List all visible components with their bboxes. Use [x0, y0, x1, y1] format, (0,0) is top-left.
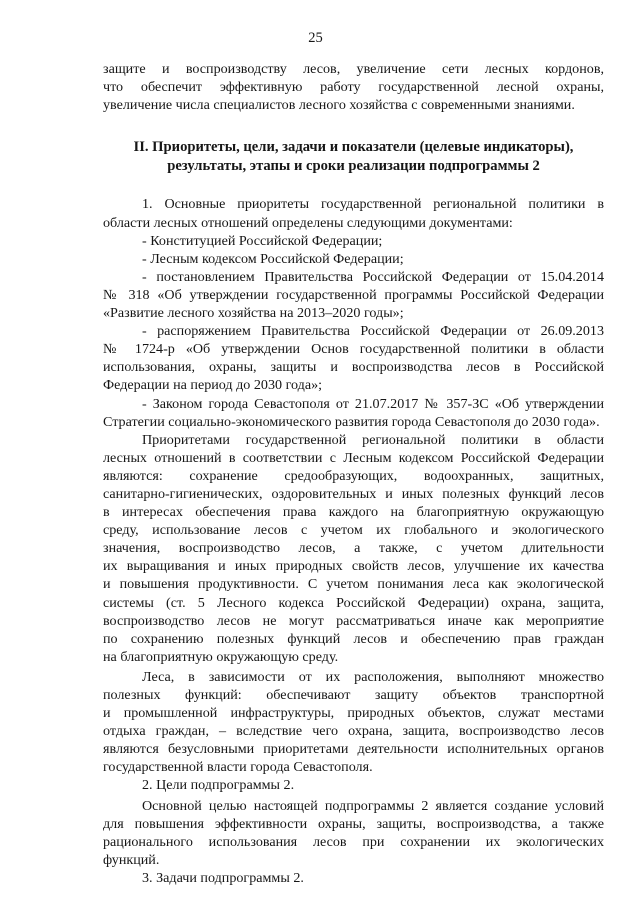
text-line: системы (ст. 5 Лесного кодекса Российской Федерации) охрана, защита,: [103, 594, 604, 611]
list-item: [103, 268, 604, 322]
text-line: «Развитие лесного хозяйства на 2013–2020 годы»;: [103, 305, 404, 322]
text-line: - Законом города Севастополя от 21.07.2017 № 357-ЗС «Об утверждении: [142, 395, 604, 412]
text-line: использования, охраны, защиты и воспроизводства лесов в Российской: [103, 359, 604, 376]
text-line: рационального использования лесов при сохранении их экологических: [103, 833, 604, 850]
text-line: по сохранению полезных функций лесов и обеспечению прав граждан: [103, 630, 604, 647]
list-item: [103, 322, 604, 394]
text-line: функций.: [103, 851, 160, 868]
list-item: [103, 232, 604, 250]
text-line: Приоритетами государственной региональной политики в области: [142, 431, 604, 448]
text-line: на благоприятную окружающую среду.: [103, 648, 339, 665]
text-line: и повышения продуктивности. С учетом понимания леса как экологической: [103, 576, 604, 593]
text-line: являются безусловными приоритетами деятельности исполнительных органов: [103, 741, 604, 758]
text-line: среду, использование лесов с учетом их глобального и экологического: [103, 522, 604, 539]
intro-paragraph: [103, 60, 604, 114]
text-line: санитарно-гигиенических, оздоровительных и иных полезных функций лесов: [103, 485, 604, 502]
text-line: в интересах обеспечения права каждого на благоприятную окружающую: [103, 504, 604, 521]
section-title-line: результаты, этапы и сроки реализации подпрограммы 2: [167, 157, 540, 174]
forests-paragraph: [103, 668, 604, 777]
text-line: Стратегии социально-экономического развития города Севастополя до 2030 года».: [103, 413, 600, 430]
text-line: № 318 «Об утверждении государственной программы Российской Федерации: [103, 286, 604, 303]
text-line: отдыха граждан, – вследствие чего охрана, защита, воспроизводство лесов: [103, 723, 604, 740]
page-number: 25: [308, 30, 323, 46]
text-line: что обеспечит эффективную работу государственной лесной охраны,: [103, 79, 604, 96]
text-line: Леса, в зависимости от их расположения, выполняют множество: [142, 668, 604, 685]
text-line: и промышленной инфраструктуры, природных объектов, служат местами: [103, 705, 604, 722]
documents-list: [103, 232, 604, 431]
text-line: государственной власти города Севастополя.: [103, 759, 373, 776]
list-item: [103, 395, 604, 431]
text-line: их выращивания и иных природных свойств лесов, улучшение их качества: [103, 558, 604, 575]
item-3-heading: 3. Задачи подпрограммы 2.: [142, 869, 304, 886]
text-line: № 1724-р «Об утверждении Основ государственной политики в области: [103, 341, 604, 358]
list-item: [103, 250, 604, 268]
goal-paragraph: [103, 797, 604, 869]
text-line: Федерации на период до 2030 года»;: [103, 377, 323, 394]
section-title: [103, 138, 604, 175]
text-line: - постановлением Правительства Российской Федерации от 15.04.2014: [142, 268, 604, 285]
text-line: области лесных отношений определены следующими документами:: [103, 214, 513, 231]
section-title-line: II. Приоритеты, цели, задачи и показатели (целевые индикаторы),: [133, 139, 574, 156]
priorities-paragraph: [103, 431, 604, 666]
text-line: 1. Основные приоритеты государственной региональной политики в: [142, 196, 604, 213]
text-line: Основной целью настоящей подпрограммы 2 является создание условий: [142, 797, 604, 814]
item-2-heading: 2. Цели подпрограммы 2.: [142, 777, 295, 794]
text-line: значения, воспроизводство лесов, а также, с учетом длительности: [103, 540, 604, 557]
text-line: увеличение числа специалистов лесного хозяйства с современными знаниями.: [103, 97, 575, 114]
item-1-paragraph: [103, 195, 604, 231]
text-line: являются: сохранение средообразующих, водоохранных, защитных,: [103, 467, 604, 484]
text-line: лесных отношений в соответствии с Лесным кодексом Российской Федерации: [103, 449, 604, 466]
text-line: - распоряжением Правительства Российской Федерации от 26.09.2013: [142, 323, 604, 340]
text-line: воспроизводство лесов не могут рассматриваться иначе как мероприятие: [103, 612, 604, 629]
text-line: - Лесным кодексом Российской Федерации;: [142, 250, 404, 267]
document-body: [103, 60, 604, 887]
text-line: полезных функций: обеспечивают защиту объектов транспортной: [103, 687, 604, 703]
text-line: защите и воспроизводству лесов, увеличение сети лесных кордонов,: [103, 61, 604, 77]
text-line: для повышения эффективности охраны, защиты, воспроизводства, а также: [103, 815, 604, 832]
text-line: - Конституцией Российской Федерации;: [142, 232, 383, 249]
